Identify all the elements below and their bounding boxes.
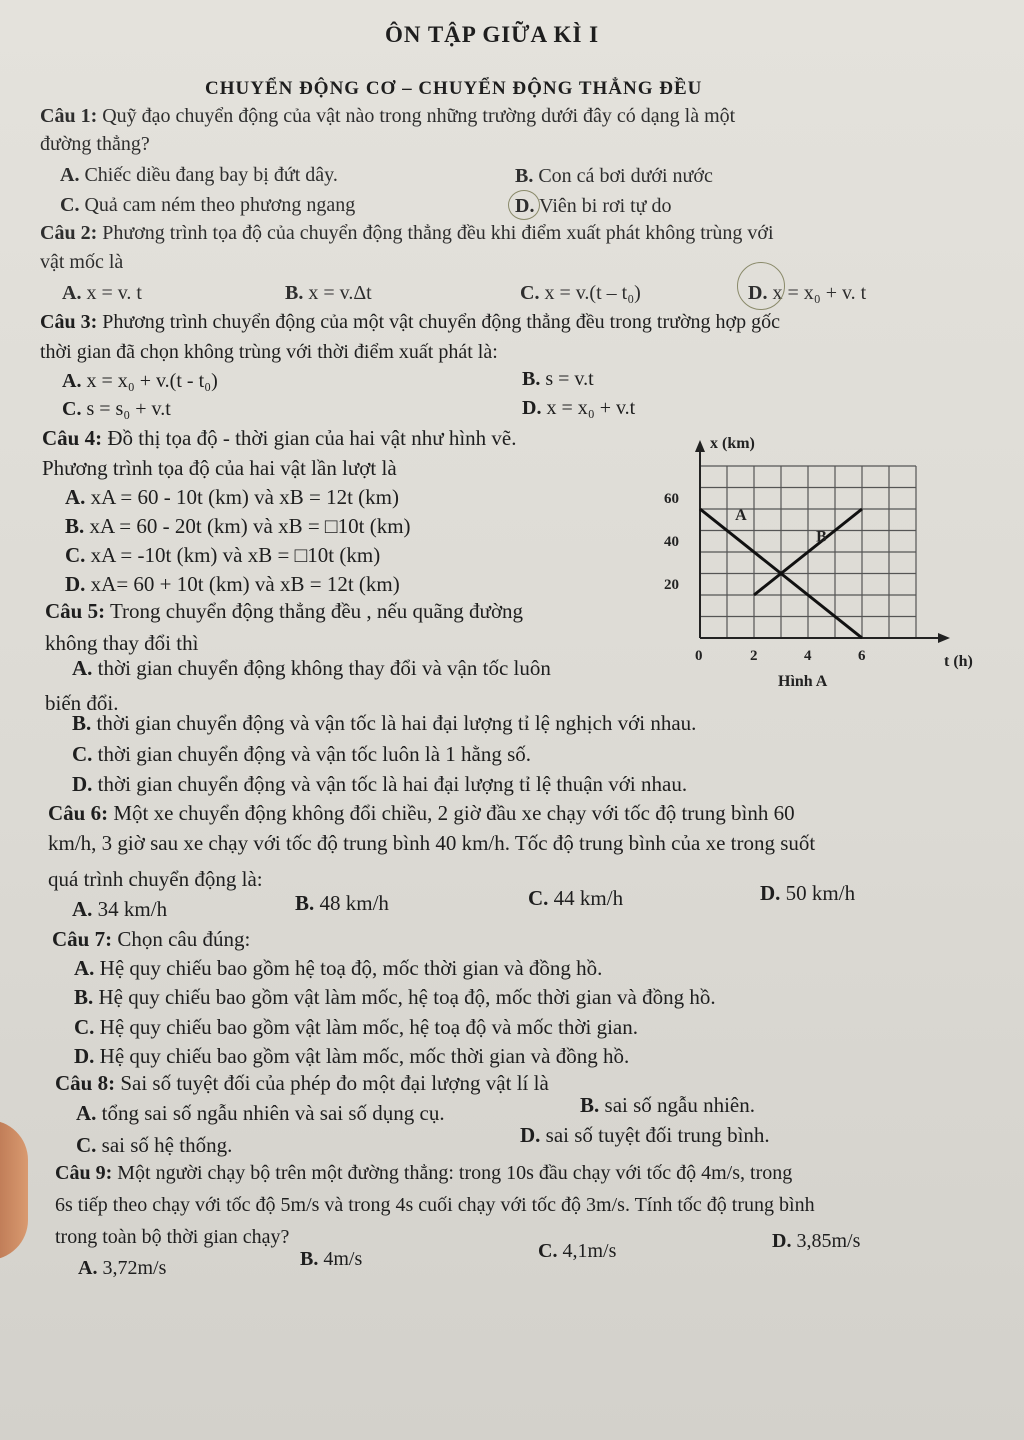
option-d xyxy=(65,571,400,597)
option-label: D. xyxy=(522,397,542,419)
option-label: C. xyxy=(62,398,82,420)
option-text: Hệ quy chiếu bao gồm vật làm mốc, hệ toạ độ, mốc thời gian và đồng hồ. xyxy=(98,985,716,1009)
section-subtitle: CHUYỂN ĐỘNG CƠ – CHUYỂN ĐỘNG THẲNG ĐỀU xyxy=(205,78,703,99)
option-label: A. xyxy=(72,656,93,680)
question-1 xyxy=(40,103,735,129)
question-text-continued: Phương trình tọa độ của hai vật lần lượt là xyxy=(42,456,397,480)
question-label: Câu 4: xyxy=(42,426,103,450)
option-text: thời gian chuyển động không thay đổi và vận tốc luôn xyxy=(97,656,551,680)
option-label: A. xyxy=(76,1101,97,1125)
question-text: Quỹ đạo chuyển động của vật nào trong những trường dưới đây có dạng là một xyxy=(102,105,736,127)
option-text: 3,85m/s xyxy=(796,1230,861,1252)
option-b xyxy=(72,710,696,736)
option-text: tổng sai số ngẫu nhiên và sai số dụng cụ. xyxy=(101,1101,445,1125)
option-text: thời gian chuyển động và vận tốc là hai đại lượng tỉ lệ nghịch với nhau. xyxy=(96,711,697,735)
option-d xyxy=(760,880,855,906)
option-a xyxy=(72,896,167,922)
option-label: A. xyxy=(65,485,86,509)
x-tick-label: 2 xyxy=(750,648,758,664)
option-label: B. xyxy=(522,368,541,390)
option-text: thời gian chuyển động và vận tốc là hai đại lượng tỉ lệ thuận với nhau. xyxy=(97,772,688,796)
option-a xyxy=(62,280,142,306)
option-text: sai số ngẫu nhiên. xyxy=(604,1093,755,1117)
option-text: 3,72m/s xyxy=(102,1257,167,1279)
option-text: Viên bi rơi tự do xyxy=(539,195,672,217)
question-text: Phương trình chuyển động của một vật chuyển động thẳng đều trong trường hợp gốc xyxy=(102,311,780,333)
question-7 xyxy=(52,926,250,952)
option-a xyxy=(65,484,399,510)
option-c xyxy=(76,1132,232,1158)
option-text: Chiếc diều đang bay bị đứt dây. xyxy=(84,164,338,186)
option-label: B. xyxy=(285,282,304,304)
question-label: Câu 7: xyxy=(52,927,113,951)
option-text: x = x₀ + v. t xyxy=(772,282,867,304)
question-text: Phương trình tọa độ của chuyển động thẳng đều khi điểm xuất phát không trùng với xyxy=(102,222,774,244)
page-title: ÔN TẬP GIỮA KÌ I xyxy=(385,22,600,47)
question-text-continued: không thay đổi thì xyxy=(45,631,199,655)
option-b xyxy=(300,1246,362,1272)
question-text-continued: km/h, 3 giờ sau xe chạy với tốc độ trung bình 40 km/h. Tốc độ trung bình của xe trong suốt xyxy=(48,831,816,855)
option-label: D. xyxy=(65,572,86,596)
question-text-continued: trong toàn bộ thời gian chạy? xyxy=(55,1226,290,1248)
question-3 xyxy=(40,309,780,335)
option-text: 4m/s xyxy=(323,1248,363,1270)
question-text: Một người chạy bộ trên một đường thẳng: trong 10s đầu chạy với tốc độ 4m/s, trong xyxy=(117,1162,793,1184)
question-label: Câu 5: xyxy=(45,599,106,623)
option-b xyxy=(295,890,389,916)
option-label: A. xyxy=(62,370,82,392)
series-label-b: B xyxy=(816,528,827,546)
option-c xyxy=(72,741,531,767)
option-text: 48 km/h xyxy=(319,891,389,915)
question-4 xyxy=(42,425,517,451)
question-8 xyxy=(55,1070,549,1096)
question-text-continued: 6s tiếp theo chạy với tốc độ 5m/s và trong 4s cuối chạy với tốc độ 3m/s. Tính tốc độ trung bình xyxy=(55,1194,815,1216)
option-c xyxy=(520,280,641,306)
option-c xyxy=(74,1014,638,1040)
option-label: C. xyxy=(76,1133,97,1157)
option-label: D. xyxy=(748,282,768,304)
option-text: xA= 60 + 10t (km) và xB = 12t (km) xyxy=(90,572,400,596)
option-label: B. xyxy=(295,891,315,915)
option-text: s = s₀ + v.t xyxy=(86,398,171,420)
y-tick-label: 20 xyxy=(664,577,679,593)
y-axis-label: x (km) xyxy=(710,435,755,452)
option-label: B. xyxy=(580,1093,600,1117)
question-label: Câu 9: xyxy=(55,1162,113,1184)
option-text: 44 km/h xyxy=(553,886,624,910)
origin-tick-label: 0 xyxy=(695,648,703,664)
question-9 xyxy=(55,1160,792,1186)
option-a xyxy=(78,1255,166,1281)
option-text: Con cá bơi dưới nước xyxy=(538,165,713,187)
question-text-continued: vật mốc là xyxy=(40,251,124,273)
option-text: s = v.t xyxy=(545,368,594,390)
option-a xyxy=(76,1100,445,1126)
option-label: D. xyxy=(72,772,93,796)
option-label: D. xyxy=(515,195,535,217)
option-c xyxy=(65,542,380,568)
question-text: Sai số tuyệt đối của phép đo một đại lượng vật lí là xyxy=(120,1071,549,1095)
option-c xyxy=(528,885,623,911)
option-label: A. xyxy=(60,164,80,186)
option-label: A. xyxy=(74,956,95,980)
answer-mark-circle xyxy=(737,262,785,310)
option-a xyxy=(72,655,551,681)
option-label: D. xyxy=(74,1044,95,1068)
option-label: D. xyxy=(772,1230,792,1252)
option-text: sai số hệ thống. xyxy=(101,1133,233,1157)
question-label: Câu 6: xyxy=(48,801,109,825)
chart-caption: Hình A xyxy=(778,673,828,690)
option-a xyxy=(74,955,602,981)
option-label: B. xyxy=(515,165,534,187)
option-text: 34 km/h xyxy=(97,897,168,921)
option-label: D. xyxy=(520,1123,541,1147)
option-a-continued: biến đổi. xyxy=(45,691,119,715)
option-text: xA = -10t (km) và xB = □10t (km) xyxy=(90,543,381,567)
question-label: Câu 1: xyxy=(40,105,98,127)
question-text-continued: đường thẳng? xyxy=(40,133,150,155)
option-text: x = v.(t – t₀) xyxy=(544,282,641,304)
option-b xyxy=(580,1092,755,1118)
option-b xyxy=(65,513,411,539)
option-text: x = x₀ + v.t xyxy=(546,397,636,419)
option-b xyxy=(515,163,713,189)
answer-mark-circle xyxy=(508,190,540,220)
option-text: xA = 60 - 10t (km) và xB = 12t (km) xyxy=(90,485,399,509)
option-label: A. xyxy=(72,897,93,921)
option-label: B. xyxy=(300,1248,319,1270)
y-tick-label: 40 xyxy=(664,534,679,550)
option-label: B. xyxy=(65,514,85,538)
option-label: C. xyxy=(520,282,540,304)
option-text: xA = 60 - 20t (km) và xB = □10t (km) xyxy=(89,514,411,538)
question-label: Câu 2: xyxy=(40,222,98,244)
question-text-continued: thời gian đã chọn không trùng với thời điểm xuất phát là: xyxy=(40,341,498,363)
option-d xyxy=(74,1043,629,1069)
option-text: sai số tuyệt đối trung bình. xyxy=(545,1123,770,1147)
option-d xyxy=(522,395,635,421)
question-label: Câu 3: xyxy=(40,311,98,333)
option-d xyxy=(520,1122,770,1148)
option-b xyxy=(74,984,716,1010)
question-text: Trong chuyển động thẳng đều , nếu quãng đường xyxy=(109,599,524,623)
option-a xyxy=(60,162,338,188)
question-text: Đồ thị tọa độ - thời gian của hai vật như hình vẽ. xyxy=(107,426,517,450)
option-c xyxy=(60,192,355,218)
question-5 xyxy=(45,598,523,624)
option-text: 4,1m/s xyxy=(562,1240,617,1262)
option-label: C. xyxy=(60,194,80,216)
position-time-graph xyxy=(650,430,980,692)
question-text: Chọn câu đúng: xyxy=(117,927,251,951)
option-label: B. xyxy=(74,985,94,1009)
option-label: A. xyxy=(62,282,82,304)
option-text: x = v.Δt xyxy=(308,282,372,304)
option-label: B. xyxy=(72,711,92,735)
option-label: C. xyxy=(72,742,93,766)
option-label: C. xyxy=(65,543,86,567)
option-label: C. xyxy=(538,1240,558,1262)
option-text: Hệ quy chiếu bao gồm vật làm mốc, mốc thời gian và đồng hồ. xyxy=(99,1044,630,1068)
option-text: x = v. t xyxy=(86,282,142,304)
option-text: Hệ quy chiếu bao gồm vật làm mốc, hệ toạ độ và mốc thời gian. xyxy=(99,1015,638,1039)
question-2 xyxy=(40,220,774,246)
option-b xyxy=(285,280,372,306)
option-text: Hệ quy chiếu bao gồm hệ toạ độ, mốc thời gian và đồng hồ. xyxy=(99,956,603,980)
option-label: C. xyxy=(528,886,549,910)
option-text: x = x₀ + v.(t - t₀) xyxy=(86,370,218,392)
y-axis-arrow xyxy=(695,440,705,452)
x-tick-label: 6 xyxy=(858,648,866,664)
option-d xyxy=(72,771,687,797)
option-label: D. xyxy=(760,881,781,905)
option-d xyxy=(772,1228,860,1254)
option-label: C. xyxy=(74,1015,95,1039)
question-6 xyxy=(48,800,795,826)
option-text: 50 km/h xyxy=(785,881,856,905)
option-b xyxy=(522,366,594,392)
option-text: thời gian chuyển động và vận tốc luôn là 1 hằng số. xyxy=(97,742,532,766)
option-text: Quả cam ném theo phương ngang xyxy=(84,194,356,216)
finger-thumb xyxy=(0,1120,28,1260)
x-axis-arrow xyxy=(938,633,950,643)
y-tick-label: 60 xyxy=(664,491,679,507)
series-label-a: A xyxy=(735,506,747,524)
x-axis-label: t (h) xyxy=(944,653,973,670)
question-label: Câu 8: xyxy=(55,1071,116,1095)
question-text: Một xe chuyển động không đổi chiều, 2 giờ đầu xe chạy với tốc độ trung bình 60 xyxy=(113,801,795,825)
option-c xyxy=(538,1238,616,1264)
question-text-continued: quá trình chuyển động là: xyxy=(48,867,263,891)
option-c xyxy=(62,396,171,422)
option-label: A. xyxy=(78,1257,98,1279)
x-tick-label: 4 xyxy=(804,648,812,664)
option-a xyxy=(62,368,218,394)
